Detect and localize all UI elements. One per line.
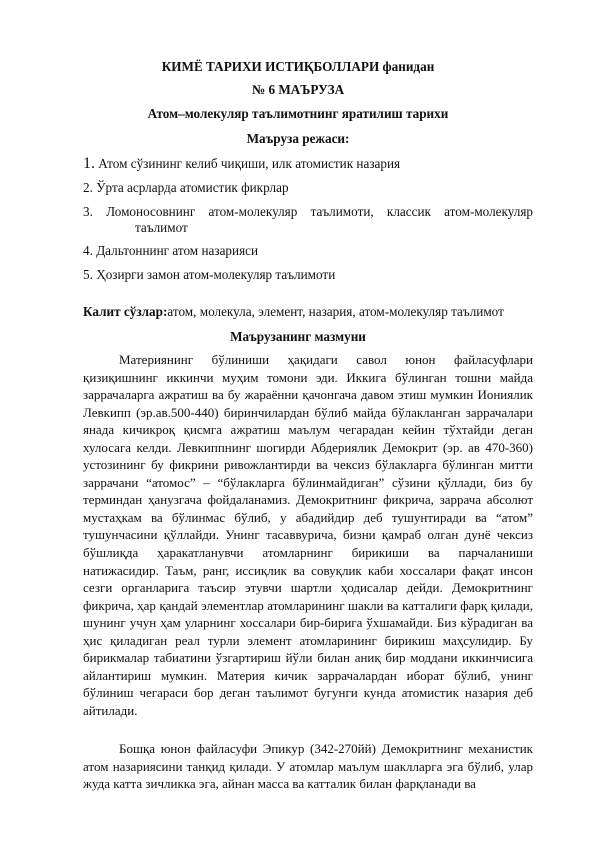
plan-item-2 bbox=[83, 180, 533, 196]
plan-item-text: Ломоносовнинг атом-молекуляр таълимоти, классик атом-молекуляр bbox=[106, 204, 534, 219]
keywords-text: атом, молекула, элемент, назария, атом-молекуляр таълимот bbox=[167, 304, 504, 319]
body-paragraph bbox=[83, 351, 533, 719]
content-heading: Маърузанинг мазмуни bbox=[230, 329, 366, 344]
plan-item-text: Дальтоннинг атом назарияси bbox=[96, 243, 259, 258]
plan-heading: Маъруза режаси: bbox=[246, 131, 350, 146]
lecture-topic: Атом–молекуляр таълимотнинг яратилиш тарихи bbox=[147, 106, 449, 121]
paragraph-text: Материянинг бўлиниши ҳақидаги савол юнон файласуфлари қизиқишнинг иккинчи муҳим томони эди. Иккига бўлинган тошни майда заррачаларга ажратиш ва бу жараённи қачонгача давом этиш мумкин Иониялик Левкипп (эр.ав.500-440) биринчилардан бўлиб майда бўлакланган заррачалари янада кичикроқ қисмга ажратиш маълум чегарадан кейин тўхтайди деган хулосага келди. Левкиппнинг шогирди Абдериялик Демокрит (эр. ав 470-360) устозининг бу фикрини ривожлантирди ва чексиз бўлакларга бўлинган митти заррачани “атомос” – “бўлакларга бўлинмайдиган” сўзини қўллади, биз бу терминдан ҳанузгача фойдаланамиз. Демокритнинг фикрича, заррача абсолют мустаҳкам ва бўлинмас бўлиб, у абадийдир деб тушунтиради ва “атом” тушунчасини қўллайди. Унинг тасаввурича, бизни қамраб олган дунё чексиз бўшлиқда ҳаракатланувчи атомларнинг бирикиши ва парчаланиши натижасидир. Таъм, ранг, иссиқлик ва совуқлик каби хоссалари фақат инсон сезги органларига таъсир этувчи шартли ҳодисалар дейди. Демокритнинг фикрича, ҳар қандай элементлар атомларининг шакли ва катталиги фарқ қилади, шунинг учун ҳам уларнинг хоссалари бир-бирига ўхшамайди. Биз кўрадиган ва ҳис қиладиган реал турли элемент атомларининг бирикиш маҳсулидир. Бу бирикмалар табиатини ўзгартириш йўли билан аниқ бир моддани иккинчисига айлантириш мумкин. Материя кичик заррачалардан иборат бўлиб, унинг бўлиниш чегараси бор деган таълимот бугунги кунда атомистик назария деб айтилади. bbox=[83, 352, 533, 718]
course-title: КИМЁ ТАРИХИ ИСТИҚБОЛЛАРИ фанидан bbox=[161, 59, 435, 74]
keywords-line bbox=[83, 304, 533, 320]
plan-item-number: 1. bbox=[83, 155, 95, 172]
plan-item-5 bbox=[83, 267, 533, 283]
plan-item-text: Ҳозирги замон атом-молекуляр таълимоти bbox=[96, 267, 336, 282]
plan-item-4 bbox=[83, 243, 533, 259]
plan-item-text: Ўрта асрларда атомистик фикрлар bbox=[96, 180, 289, 195]
plan-item-number: 2. bbox=[83, 180, 93, 195]
paragraph-text: Бошқа юнон файласуфи Эпикур (342-270йй) Демокритнинг механистик атом назариясини танқид қилади. У атомлар маълум шаклларга эга бўлиб, улар жуда катта зичликка эга, айнан масса ва катталик билан фарқланади ва bbox=[83, 741, 533, 792]
body-paragraph bbox=[83, 740, 533, 793]
plan-item-3-continuation: таълимот bbox=[135, 220, 188, 235]
plan-item-number: 5. bbox=[83, 267, 93, 282]
keywords-label: Калит сўзлар: bbox=[83, 304, 168, 319]
plan-item-1 bbox=[83, 155, 533, 173]
lecture-number: № 6 МАЪРУЗА bbox=[251, 82, 345, 97]
plan-item-text: Атом сўзининг келиб чиқиши, илк атомистик назария bbox=[98, 156, 401, 171]
plan-item-number: 4. bbox=[83, 243, 93, 258]
plan-item-number: 3. bbox=[83, 204, 93, 219]
plan-item-3 bbox=[83, 204, 533, 220]
